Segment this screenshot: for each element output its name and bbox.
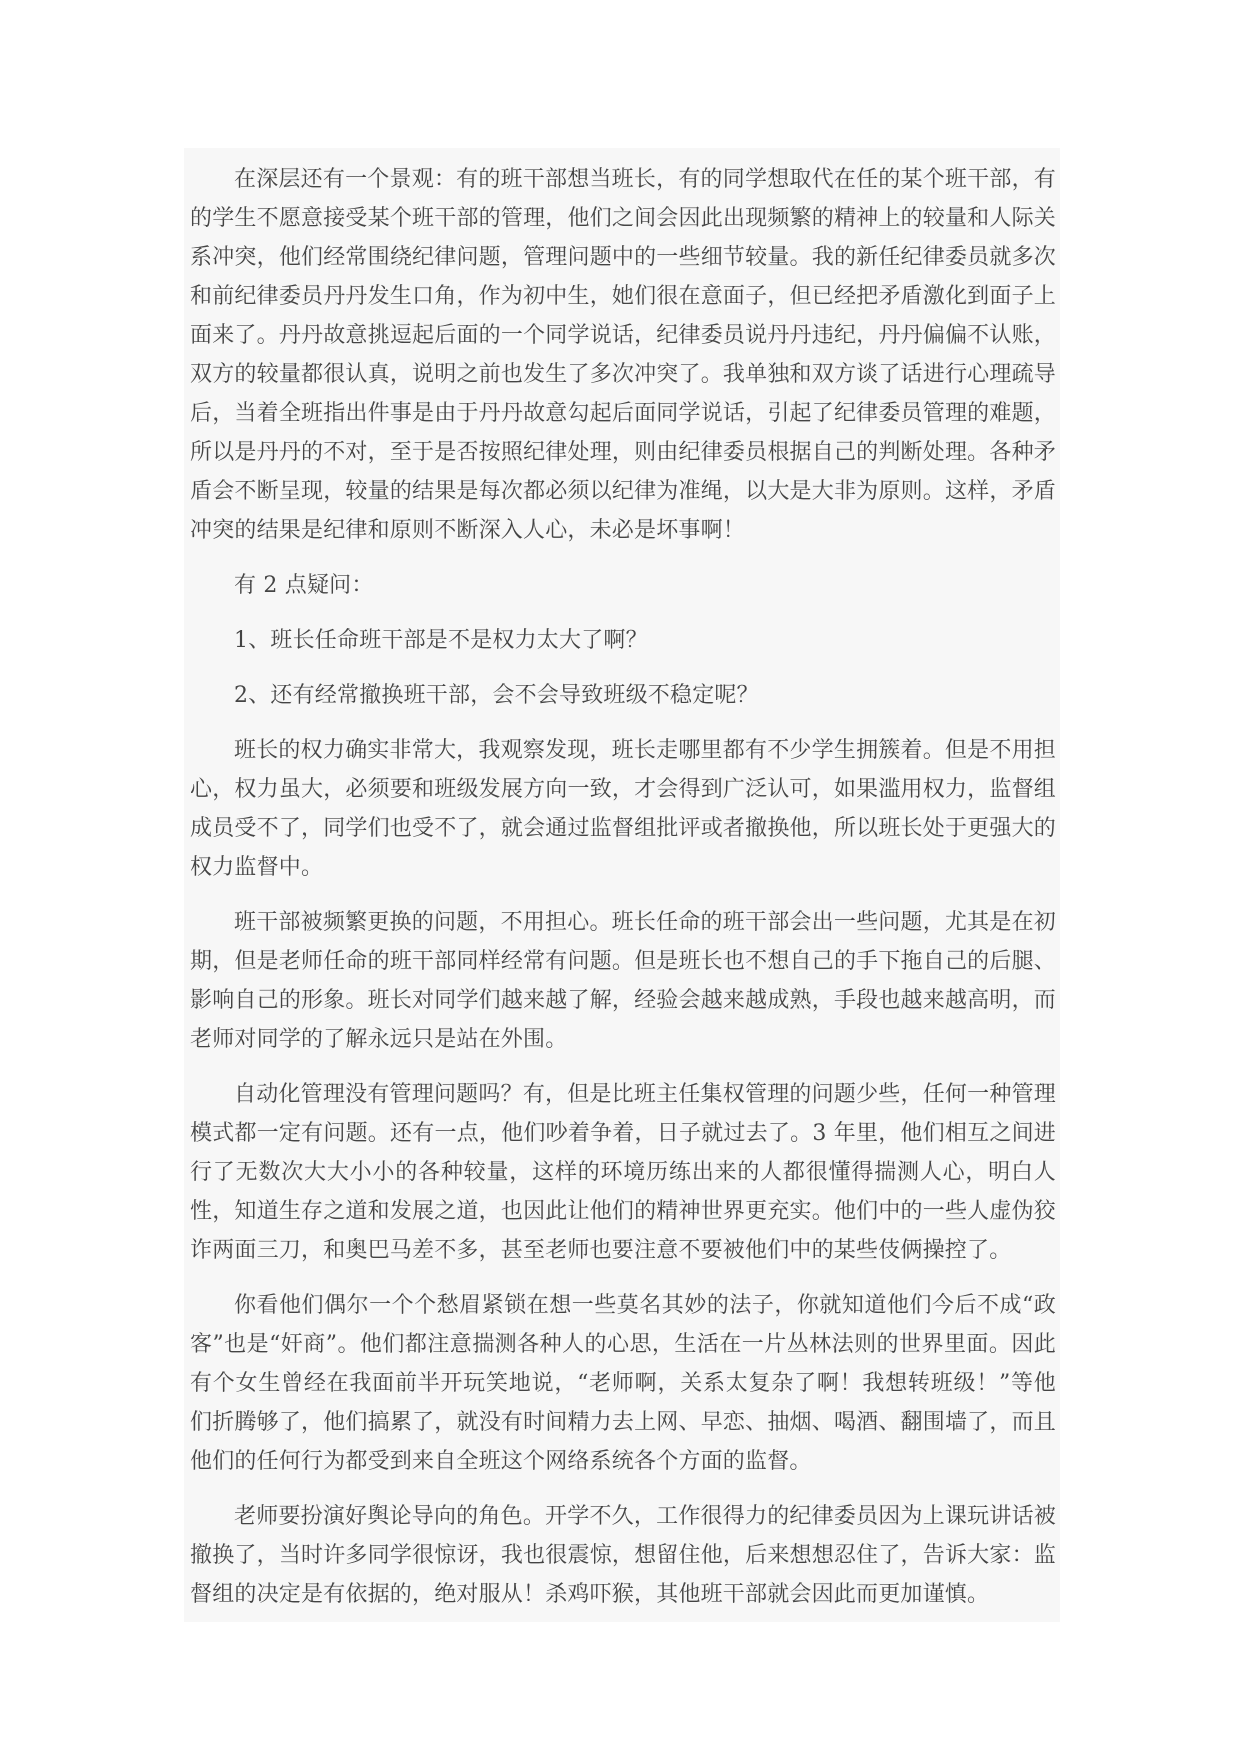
paragraph-students-scheming: 你看他们偶尔一个个愁眉紧锁在想一些莫名其妙的法子，你就知道他们今后不成“政客”也是“奸商”。他们都注意揣测各种人的心思，生活在一片丛林法则的世界里面。因此有个女生曾经在我面前半开玩笑地说，“老师啊，关系太复杂了啊！我想转班级！”等他们折腾够了，他们搞累了，就没有时间精力去上网、早恋、抽烟、喝酒、翻围墙了，而且他们的任何行为都受到来自全班这个网络系统各个方面的监督。: [190, 1293, 1056, 1474]
document-body: [184, 148, 1060, 1622]
paragraph-questions-intro: 有 2 点疑问：: [234, 573, 374, 598]
paragraph-hidden-conflicts: 在深层还有一个景观：有的班干部想当班长，有的同学想取代在任的某个班干部，有的学生不愿意接受某个班干部的管理，他们之间会因此出现频繁的精神上的较量和人际关系冲突，他们经常围绕纪律问题，管理问题中的一些细节较量。我的新任纪律委员就多次和前纪律委员丹丹发生口角，作为初中生，她们很在意面子，但已经把矛盾激化到面子上面来了。丹丹故意挑逗起后面的一个同学说话，纪律委员说丹丹违纪，丹丹偏偏不认账，双方的较量都很认真，说明之前也发生了多次冲突了。我单独和双方谈了话进行心理疏导后，当着全班指出件事是由于丹丹故意勾起后面同学说话，引起了纪律委员管理的难题，所以是丹丹的不对，至于是否按照纪律处理，则由纪律委员根据自己的判断处理。各种矛盾会不断呈现，较量的结果是每次都必须以纪律为准绳，以大是大非为原则。这样，矛盾冲突的结果是纪律和原则不断深入人心，未必是坏事啊！: [190, 167, 1056, 543]
paragraph-question-2: 2、还有经常撤换班干部，会不会导致班级不稳定呢？: [234, 683, 759, 708]
paragraph-question-1: 1、班长任命班干部是不是权力太大了啊？: [234, 628, 648, 653]
paragraph-teacher-role: 老师要扮演好舆论导向的角色。开学不久，工作很得力的纪律委员因为上课玩讲话被撤换了，当时许多同学很惊讶，我也很震惊，想留住他，后来想想忍住了，告诉大家：监督组的决定是有依据的，绝对服从！杀鸡吓猴，其他班干部就会因此而更加谨慎。: [190, 1504, 1056, 1607]
paragraph-automated-management: 自动化管理没有管理问题吗？有，但是比班主任集权管理的问题少些，任何一种管理模式都一定有问题。还有一点，他们吵着争着，日子就过去了。3 年里，他们相互之间进行了无数次大大小小的各种较量，这样的环境历练出来的人都很懂得揣测人心，明白人性，知道生存之道和发展之道，也因此让他们的精神世界更充实。他们中的一些人虚伪狡诈两面三刀，和奥巴马差不多，甚至老师也要注意不要被他们中的某些伎俩操控了。: [190, 1082, 1056, 1263]
paragraph-monitor-power: 班长的权力确实非常大，我观察发现，班长走哪里都有不少学生拥簇着。但是不用担心，权力虽大，必须要和班级发展方向一致，才会得到广泛认可，如果滥用权力，监督组成员受不了，同学们也受不了，就会通过监督组批评或者撤换他，所以班长处于更强大的权力监督中。: [190, 738, 1056, 880]
paragraph-cadre-replacement: 班干部被频繁更换的问题，不用担心。班长任命的班干部会出一些问题，尤其是在初期，但是老师任命的班干部同样经常有问题。但是班长也不想自己的手下拖自己的后腿、影响自己的形象。班长对同学们越来越了解，经验会越来越成熟，手段也越来越高明，而老师对同学的了解永远只是站在外围。: [190, 910, 1056, 1052]
